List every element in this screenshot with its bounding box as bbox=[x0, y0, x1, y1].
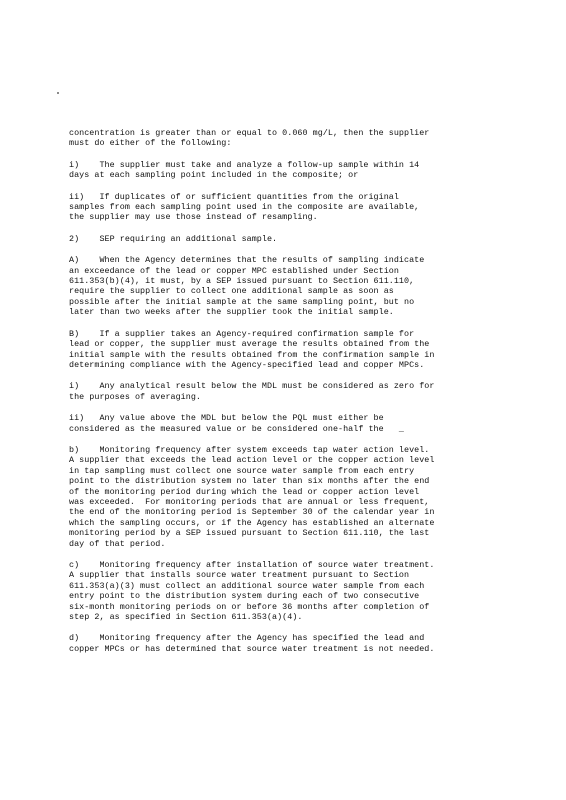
document-body bbox=[69, 128, 544, 665]
text-line: concentration is greater than or equal to 0.060 mg/L, then the supplier bbox=[69, 128, 430, 138]
text-line: ii) Any value above the MDL but below the PQL must either be bbox=[69, 413, 384, 424]
paragraph-bii bbox=[69, 413, 544, 434]
text-line: 611.353(b)(4), it must, by a SEP issued pursuant to Section 611.110, bbox=[69, 276, 415, 287]
text-line: was exceeded. For monitoring periods that are annual or less frequent, bbox=[69, 496, 430, 507]
text-line: determining compliance with the Agency-specified lead and copper MPCs. bbox=[69, 359, 425, 370]
scan-speck bbox=[57, 92, 59, 94]
paragraph-ii bbox=[69, 192, 544, 223]
paragraph-c bbox=[69, 560, 544, 622]
paragraph-a bbox=[69, 255, 544, 317]
paragraph-b bbox=[69, 445, 544, 549]
text-line: monitoring period by a SEP issued pursuant to Section 611.110, the last bbox=[69, 528, 430, 539]
text-line: d) Monitoring frequency after the Agency has specified the lead and bbox=[69, 633, 425, 644]
paragraph-i bbox=[69, 160, 544, 181]
text-line: day of that period. bbox=[69, 538, 166, 549]
text-line: in tap sampling must collect one source water sample from each entry bbox=[69, 465, 415, 476]
paragraph-b bbox=[69, 329, 544, 371]
text-line: copper MPCs or has determined that source water treatment is not needed. bbox=[69, 643, 435, 654]
text-line: point to the distribution system no later than six months after the end bbox=[69, 476, 430, 487]
text-line: the purposes of averaging. bbox=[69, 391, 201, 402]
text-line: 2) SEP requiring an additional sample. bbox=[69, 233, 278, 244]
text-line: days at each sampling point included in the composite; or bbox=[69, 170, 359, 181]
text-line: c) Monitoring frequency after installation of source water treatment. bbox=[69, 560, 435, 570]
text-line: ii) If duplicates of or sufficient quantities from the original bbox=[69, 191, 399, 202]
paragraph-intro bbox=[69, 128, 544, 149]
text-line: the supplier may use those instead of resampling. bbox=[69, 212, 318, 223]
text-line: A) When the Agency determines that the results of sampling indicate bbox=[69, 255, 425, 266]
text-line: A supplier that exceeds the lead action level or the copper action level bbox=[69, 455, 435, 466]
text-line: six-month monitoring periods on or before 36 months after completion of bbox=[69, 601, 430, 612]
text-line: later than two weeks after the supplier took the initial sample. bbox=[69, 307, 394, 318]
text-line: lead or copper, the supplier must average the results obtained from the bbox=[69, 339, 430, 350]
text-line: the end of the monitoring period is September 30 of the calendar year in bbox=[69, 507, 435, 518]
text-line: B) If a supplier takes an Agency-required confirmation sample for bbox=[69, 328, 415, 339]
text-line: an exceedance of the lead or copper MPC established under Section bbox=[69, 265, 399, 276]
text-line: must do either of the following: bbox=[69, 138, 232, 149]
text-line: i) Any analytical result below the MDL must be considered as zero for bbox=[69, 381, 435, 392]
paragraph-d bbox=[69, 633, 544, 654]
text-line: initial sample with the results obtained from the confirmation sample in bbox=[69, 349, 435, 360]
text-line: require the supplier to collect one additional sample as soon as bbox=[69, 286, 394, 297]
text-line: considered as the measured value or be considered one-half the _ bbox=[69, 423, 405, 434]
text-line: of the monitoring period during which the lead or copper action level bbox=[69, 486, 420, 497]
text-line: which the sampling occurs, or if the Agency has established an alternate bbox=[69, 517, 435, 528]
text-line: entry point to the distribution system during each of two consecutive bbox=[69, 591, 420, 602]
text-line: samples from each sampling point used in the composite are available, bbox=[69, 202, 420, 213]
text-line: A supplier that installs source water treatment pursuant to Section bbox=[69, 570, 410, 581]
text-line: possible after the initial sample at the same sampling point, but no bbox=[69, 296, 415, 307]
paragraph-2 bbox=[69, 234, 544, 244]
text-line: i) The supplier must take and analyze a follow-up sample within 14 bbox=[69, 159, 420, 170]
text-line: 611.353(a)(3) must collect an additional source water sample from each bbox=[69, 580, 425, 591]
text-line: step 2, as specified in Section 611.353(a)(4). bbox=[69, 612, 303, 623]
paragraph-bi bbox=[69, 381, 544, 402]
text-line: b) Monitoring frequency after system exceeds tap water action level. bbox=[69, 444, 430, 455]
